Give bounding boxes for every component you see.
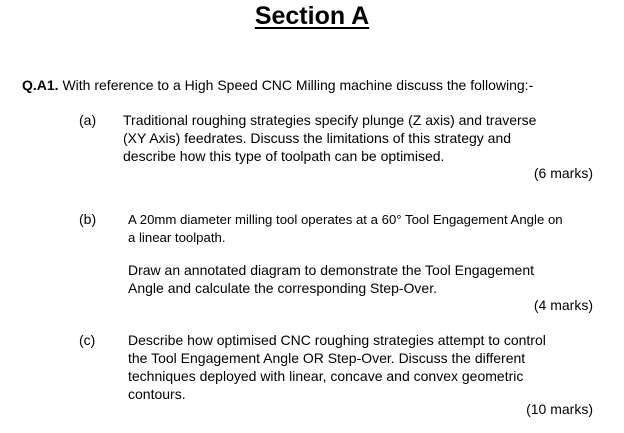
- part-b-label: (b): [79, 211, 97, 227]
- part-a-line: Traditional roughing strategies specify plunge (Z axis) and traverse: [123, 112, 537, 128]
- question-number: Q.A1.: [22, 77, 59, 93]
- part-b-line: Draw an annotated diagram to demonstrate the Tool Engagement: [128, 262, 534, 278]
- question-line: [22, 77, 533, 93]
- part-c-text: [128, 331, 546, 403]
- part-c-line: techniques deployed with linear, concave and convex geometric: [128, 368, 524, 384]
- section-title: Section A: [254, 2, 370, 30]
- part-c-label: (c): [79, 332, 96, 348]
- part-a-marks: (6 marks): [533, 165, 593, 181]
- part-b-instruction: [128, 261, 534, 297]
- part-c-line: Describe how optimised CNC roughing strategies attempt to control: [128, 332, 546, 348]
- part-b-line: a linear toolpath.: [128, 230, 226, 245]
- part-a-text: [123, 111, 536, 165]
- part-b-text: [128, 211, 563, 247]
- part-b-line: A 20mm diameter milling tool operates at a 60° Tool Engagement Angle on: [128, 212, 563, 227]
- part-b-marks: (4 marks): [533, 297, 593, 313]
- question-text: With reference to a High Speed CNC Milling machine discuss the following:-: [62, 77, 534, 93]
- part-c-marks: (10 marks): [526, 401, 593, 417]
- part-a-line: (XY Axis) feedrates. Discuss the limitations of this strategy and: [123, 130, 512, 146]
- part-a-label: (a): [79, 112, 97, 128]
- part-c-line: the Tool Engagement Angle OR Step-Over. Discuss the different: [128, 350, 526, 366]
- part-a-line: describe how this type of toolpath can be optimised.: [123, 148, 445, 164]
- part-c-line: contours.: [128, 386, 186, 402]
- part-b-line: Angle and calculate the corresponding Step-Over.: [128, 280, 437, 296]
